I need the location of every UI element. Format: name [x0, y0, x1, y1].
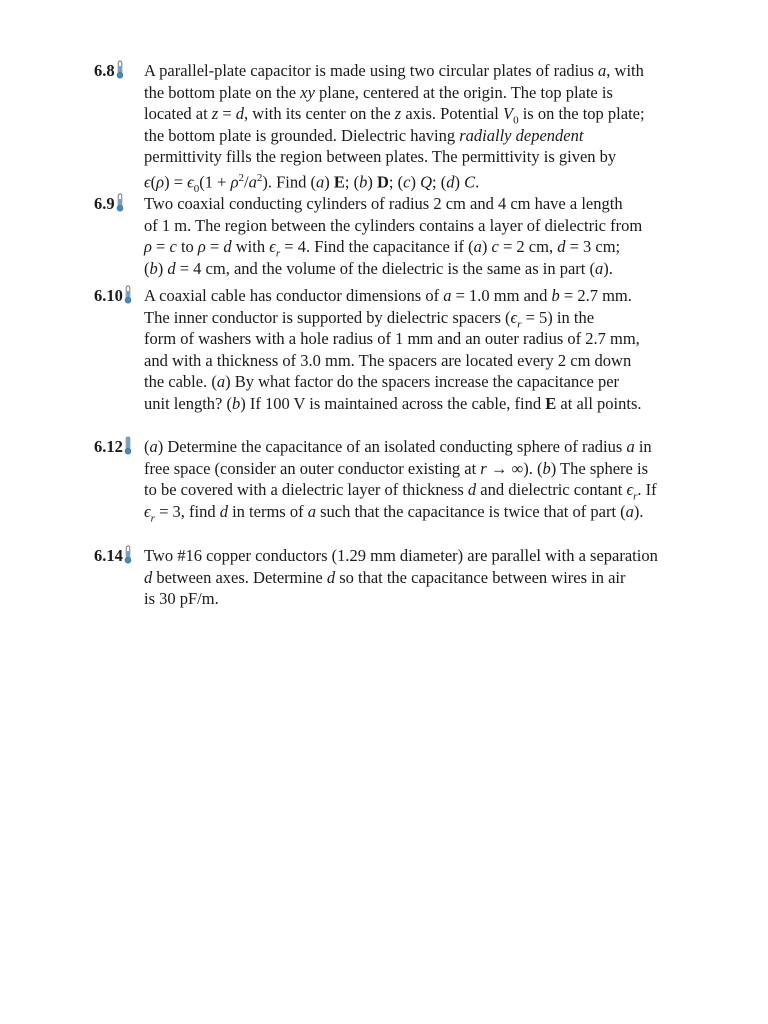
problem-text-line: Two coaxial conducting cylinders of radius 2 cm and 4 cm have a length [144, 194, 623, 213]
problem-text-line: $\epsilon(\rho) = \epsilon_0(1 + \rho^2/a^2)$. Find (a) E; (b) D; (c) Q; (d) C. [144, 171, 480, 195]
problem-number [94, 193, 142, 215]
problem-text [144, 545, 684, 610]
problem-number [94, 285, 142, 307]
problem-number [94, 60, 142, 82]
problem-text-line: $\epsilon_r = 3$, find d in terms of a such that the capacitance is twice that of part (a). [144, 501, 644, 525]
problem-text [144, 193, 684, 279]
problem-text-line: free space (consider an outer conductor existing at r → ∞). (b) The sphere is [144, 458, 649, 478]
problem-text-line: the bottom plate is grounded. Dielectric having radially dependent [144, 125, 584, 145]
problem-number-text: 6.12 [94, 437, 123, 456]
problem-text-line: and with a thickness of 3.0 mm. The spacers are located every 2 cm down [144, 350, 632, 370]
thermometer-icon [116, 193, 124, 212]
problem-text-line: d between axes. Determine d so that the capacitance between wires in air [144, 567, 626, 587]
problem-number [94, 436, 142, 458]
problem-text [144, 436, 684, 525]
problem-number-text: 6.9 [94, 194, 115, 213]
problem-text-line: ρ = c to ρ = d with $\epsilon_r = 4$. Find the capacitance if (a) c = 2 cm, d = 3 cm; [144, 237, 621, 260]
problem-text-line: (a) Determine the capacitance of an isolated conducting sphere of radius a in [144, 437, 652, 456]
thermometer-icon [116, 60, 124, 79]
problem-number-text: 6.14 [94, 546, 123, 565]
thermometer-icon [124, 285, 132, 304]
problem-text-line: (b) d = 4 cm, and the volume of the dielectric is the same as in part (a). [144, 258, 613, 278]
problem-text-line: A coaxial cable has conductor dimensions of a = 1.0 mm and b = 2.7 mm. [144, 286, 632, 305]
problem-text-line: Two #16 copper conductors (1.29 mm diameter) are parallel with a separation [144, 546, 658, 565]
problem-text-line: form of washers with a hole radius of 1 mm and an outer radius of 2.7 mm, [144, 329, 640, 349]
problem-text-line: unit length? (b) If 100 V is maintained across the cable, find E at all points. [144, 393, 642, 413]
problem-text-line: the bottom plate on the xy plane, centered at the origin. The top plate is [144, 82, 613, 102]
problem-text [144, 285, 684, 415]
problem-text-line: The inner conductor is supported by dielectric spacers $(\epsilon_r = 5)$ in the [144, 307, 595, 330]
problem-text-line: permittivity fills the region between plates. The permittivity is given by [144, 147, 617, 167]
thermometer-icon [124, 545, 132, 564]
problem-text-line: A parallel-plate capacitor is made using two circular plates of radius a, with [144, 61, 644, 80]
problem-number-text: 6.8 [94, 61, 115, 80]
problem-text-line: of 1 m. The region between the cylinders contains a layer of dielectric from [144, 215, 643, 235]
problem-text-line: is 30 pF/m. [144, 589, 219, 609]
thermometer-icon [124, 436, 132, 455]
problem-text-line: to be covered with a dielectric layer of thickness d and dielectric contant $\epsilon_r$. If [144, 480, 657, 503]
problem-text [144, 60, 684, 195]
problem-text-line: the cable. (a) By what factor do the spacers increase the capacitance per [144, 372, 620, 392]
problem-text-line: located at z = d, with its center on the z axis. Potential $V_0$ is on the top plate; [144, 104, 645, 127]
problem-number-text: 6.10 [94, 286, 123, 305]
problem-number [94, 545, 142, 567]
